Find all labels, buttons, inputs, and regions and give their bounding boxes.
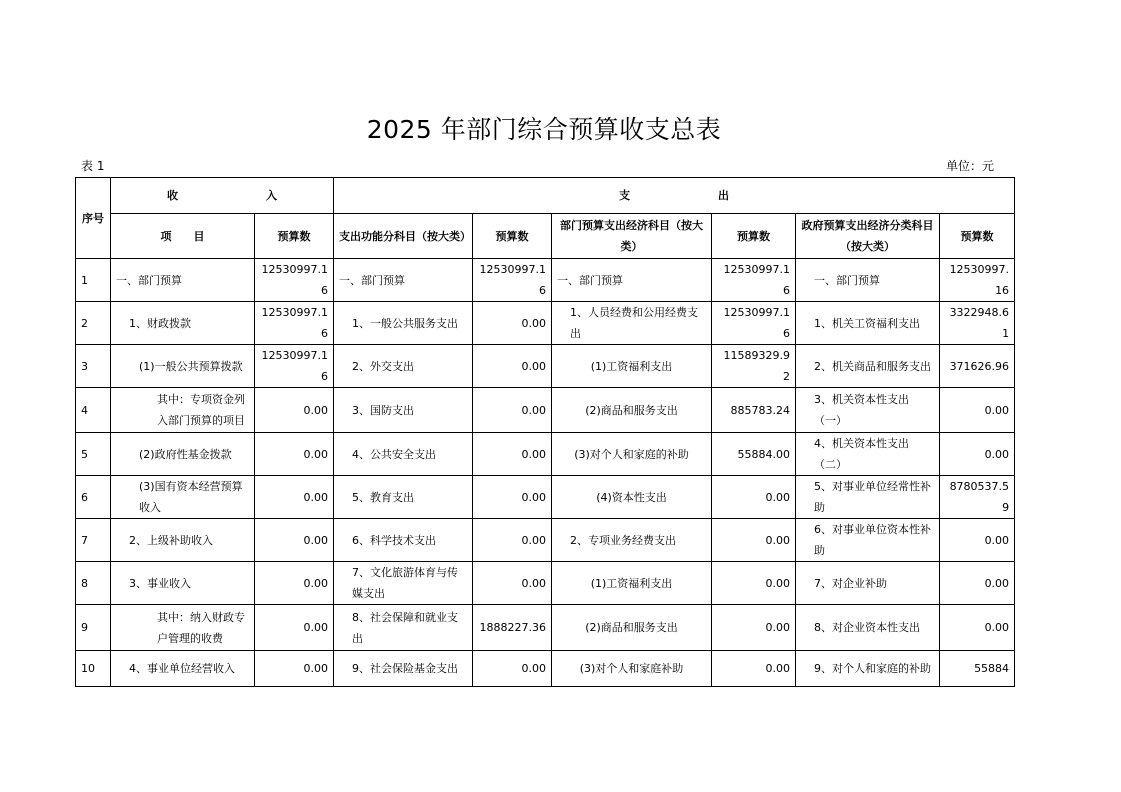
dept-item-cell: (2)商品和服务支出 — [552, 388, 712, 433]
dept-item-cell: (4)资本性支出 — [552, 476, 712, 519]
table-row — [76, 476, 1015, 519]
func-item-cell: 8、社会保障和就业支出 — [334, 605, 473, 651]
seq-cell: 1 — [76, 259, 111, 302]
income-item-cell: 1、财政拨款 — [111, 302, 255, 345]
income-amount-cell: 12530997.16 — [255, 345, 334, 388]
dept-item-cell: (3)对个人和家庭的补助 — [552, 433, 712, 476]
gov-item-cell: 3、机关资本性支出（一） — [796, 388, 940, 433]
dept-amount-cell: 55884.00 — [712, 433, 796, 476]
seq-cell: 3 — [76, 345, 111, 388]
dept-amount-cell: 0.00 — [712, 519, 796, 562]
unit-label: 单位：元 — [946, 159, 995, 173]
func-amount-cell: 0.00 — [473, 388, 552, 433]
income-amount-cell: 0.00 — [255, 388, 334, 433]
gov-item-cell: 一、部门预算 — [796, 259, 940, 302]
dept-amount-cell: 0.00 — [712, 476, 796, 519]
table-number: 表 1 — [81, 159, 105, 173]
table-row — [76, 519, 1015, 562]
func-amount-cell: 0.00 — [473, 433, 552, 476]
header-column-row — [76, 214, 1015, 259]
func-item-cell: 2、外交支出 — [334, 345, 473, 388]
dept-item-cell: 1、人员经费和公用经费支出 — [552, 302, 712, 345]
func-item-cell: 1、一般公共服务支出 — [334, 302, 473, 345]
gov-item-cell: 2、机关商品和服务支出 — [796, 345, 940, 388]
func-item-cell: 3、国防支出 — [334, 388, 473, 433]
gov-econ-header: 政府预算支出经济分类科目（按大类） — [796, 214, 940, 259]
table-row — [76, 562, 1015, 605]
seq-cell: 10 — [76, 651, 111, 687]
table-row — [76, 259, 1015, 302]
gov-item-cell: 7、对企业补助 — [796, 562, 940, 605]
income-item-cell: (1)一般公共预算拨款 — [111, 345, 255, 388]
dept-item-cell: (1)工资福利支出 — [552, 345, 712, 388]
func-amount-cell: 0.00 — [473, 476, 552, 519]
gov-item-cell: 5、对事业单位经常性补助 — [796, 476, 940, 519]
dept-item-cell: (3)对个人和家庭补助 — [552, 651, 712, 687]
gov-amount-cell: 8780537.59 — [940, 476, 1015, 519]
func-amount-cell: 0.00 — [473, 651, 552, 687]
func-amount-cell: 0.00 — [473, 562, 552, 605]
func-item-cell: 9、社会保险基金支出 — [334, 651, 473, 687]
income-item-cell: 4、事业单位经营收入 — [111, 651, 255, 687]
dept-item-cell: (2)商品和服务支出 — [552, 605, 712, 651]
gov-amount-cell: 3322948.61 — [940, 302, 1015, 345]
func-amount-cell: 0.00 — [473, 519, 552, 562]
gov-amount-cell: 0.00 — [940, 562, 1015, 605]
income-amount-cell: 0.00 — [255, 519, 334, 562]
income-group-header: 收 入 — [111, 178, 334, 214]
func-item-cell: 7、文化旅游体育与传媒支出 — [334, 562, 473, 605]
income-amount-cell: 0.00 — [255, 605, 334, 651]
func-amount-cell: 0.00 — [473, 345, 552, 388]
income-item-cell: 3、事业收入 — [111, 562, 255, 605]
gov-amount-cell: 12530997.16 — [940, 259, 1015, 302]
func-amount-cell: 12530997.16 — [473, 259, 552, 302]
income-amount-cell: 0.00 — [255, 476, 334, 519]
item-header: 项 目 — [111, 214, 255, 259]
seq-cell: 9 — [76, 605, 111, 651]
gov-item-cell: 9、对个人和家庭的补助 — [796, 651, 940, 687]
dept-amount-cell: 0.00 — [712, 651, 796, 687]
dept-item-cell: (1)工资福利支出 — [552, 562, 712, 605]
income-item-cell: 2、上级补助收入 — [111, 519, 255, 562]
func-class-header: 支出功能分科目（按大类） — [334, 214, 473, 259]
func-item-cell: 4、公共安全支出 — [334, 433, 473, 476]
income-item-cell: 其中：纳入财政专户管理的收费 — [111, 605, 255, 651]
seq-cell: 8 — [76, 562, 111, 605]
gov-amount-cell: 0.00 — [940, 605, 1015, 651]
dept-amount-cell: 885783.24 — [712, 388, 796, 433]
gov-amount-cell: 55884 — [940, 651, 1015, 687]
income-amount-cell: 12530997.16 — [255, 259, 334, 302]
dept-amount-cell: 0.00 — [712, 562, 796, 605]
income-budget-header: 预算数 — [255, 214, 334, 259]
gov-amount-cell: 0.00 — [940, 519, 1015, 562]
gov-item-cell: 4、机关资本性支出（二） — [796, 433, 940, 476]
seq-cell: 5 — [76, 433, 111, 476]
expense-group-header: 支 出 — [334, 178, 1015, 214]
dept-amount-cell: 0.00 — [712, 605, 796, 651]
func-item-cell: 5、教育支出 — [334, 476, 473, 519]
income-amount-cell: 12530997.16 — [255, 302, 334, 345]
dept-item-cell: 一、部门预算 — [552, 259, 712, 302]
seq-cell: 2 — [76, 302, 111, 345]
func-item-cell: 6、科学技术支出 — [334, 519, 473, 562]
table-row — [76, 605, 1015, 651]
dept-amount-cell: 11589329.92 — [712, 345, 796, 388]
income-amount-cell: 0.00 — [255, 562, 334, 605]
seq-cell: 7 — [76, 519, 111, 562]
header-group-row — [76, 178, 1015, 214]
table-row — [76, 345, 1015, 388]
income-item-cell: 一、部门预算 — [111, 259, 255, 302]
dept-item-cell: 2、专项业务经费支出 — [552, 519, 712, 562]
seq-cell: 6 — [76, 476, 111, 519]
table-row — [76, 302, 1015, 345]
table-row — [76, 651, 1015, 687]
func-amount-cell: 0.00 — [473, 302, 552, 345]
page-title: 2025 年部门综合预算收支总表 — [366, 115, 722, 144]
func-item-cell: 一、部门预算 — [334, 259, 473, 302]
income-amount-cell: 0.00 — [255, 433, 334, 476]
dept-amount-cell: 12530997.16 — [712, 302, 796, 345]
income-item-cell: (2)政府性基金拨款 — [111, 433, 255, 476]
gov-item-cell: 1、机关工资福利支出 — [796, 302, 940, 345]
budget-table — [75, 177, 1015, 687]
dept-econ-header: 部门预算支出经济科目（按大类） — [552, 214, 712, 259]
income-item-cell: 其中：专项资金列入部门预算的项目 — [111, 388, 255, 433]
seq-header: 序号 — [76, 178, 111, 259]
table-row — [76, 433, 1015, 476]
table-row — [76, 388, 1015, 433]
gov-item-cell: 6、对事业单位资本性补助 — [796, 519, 940, 562]
seq-cell: 4 — [76, 388, 111, 433]
gov-amount-cell: 0.00 — [940, 433, 1015, 476]
gov-amount-cell: 371626.96 — [940, 345, 1015, 388]
dept-amount-cell: 12530997.16 — [712, 259, 796, 302]
gov-amount-cell: 0.00 — [940, 388, 1015, 433]
dept-budget-header: 预算数 — [712, 214, 796, 259]
func-amount-cell: 1888227.36 — [473, 605, 552, 651]
income-amount-cell: 0.00 — [255, 651, 334, 687]
func-budget-header: 预算数 — [473, 214, 552, 259]
gov-item-cell: 8、对企业资本性支出 — [796, 605, 940, 651]
gov-budget-header: 预算数 — [940, 214, 1015, 259]
income-item-cell: (3)国有资本经营预算收入 — [111, 476, 255, 519]
